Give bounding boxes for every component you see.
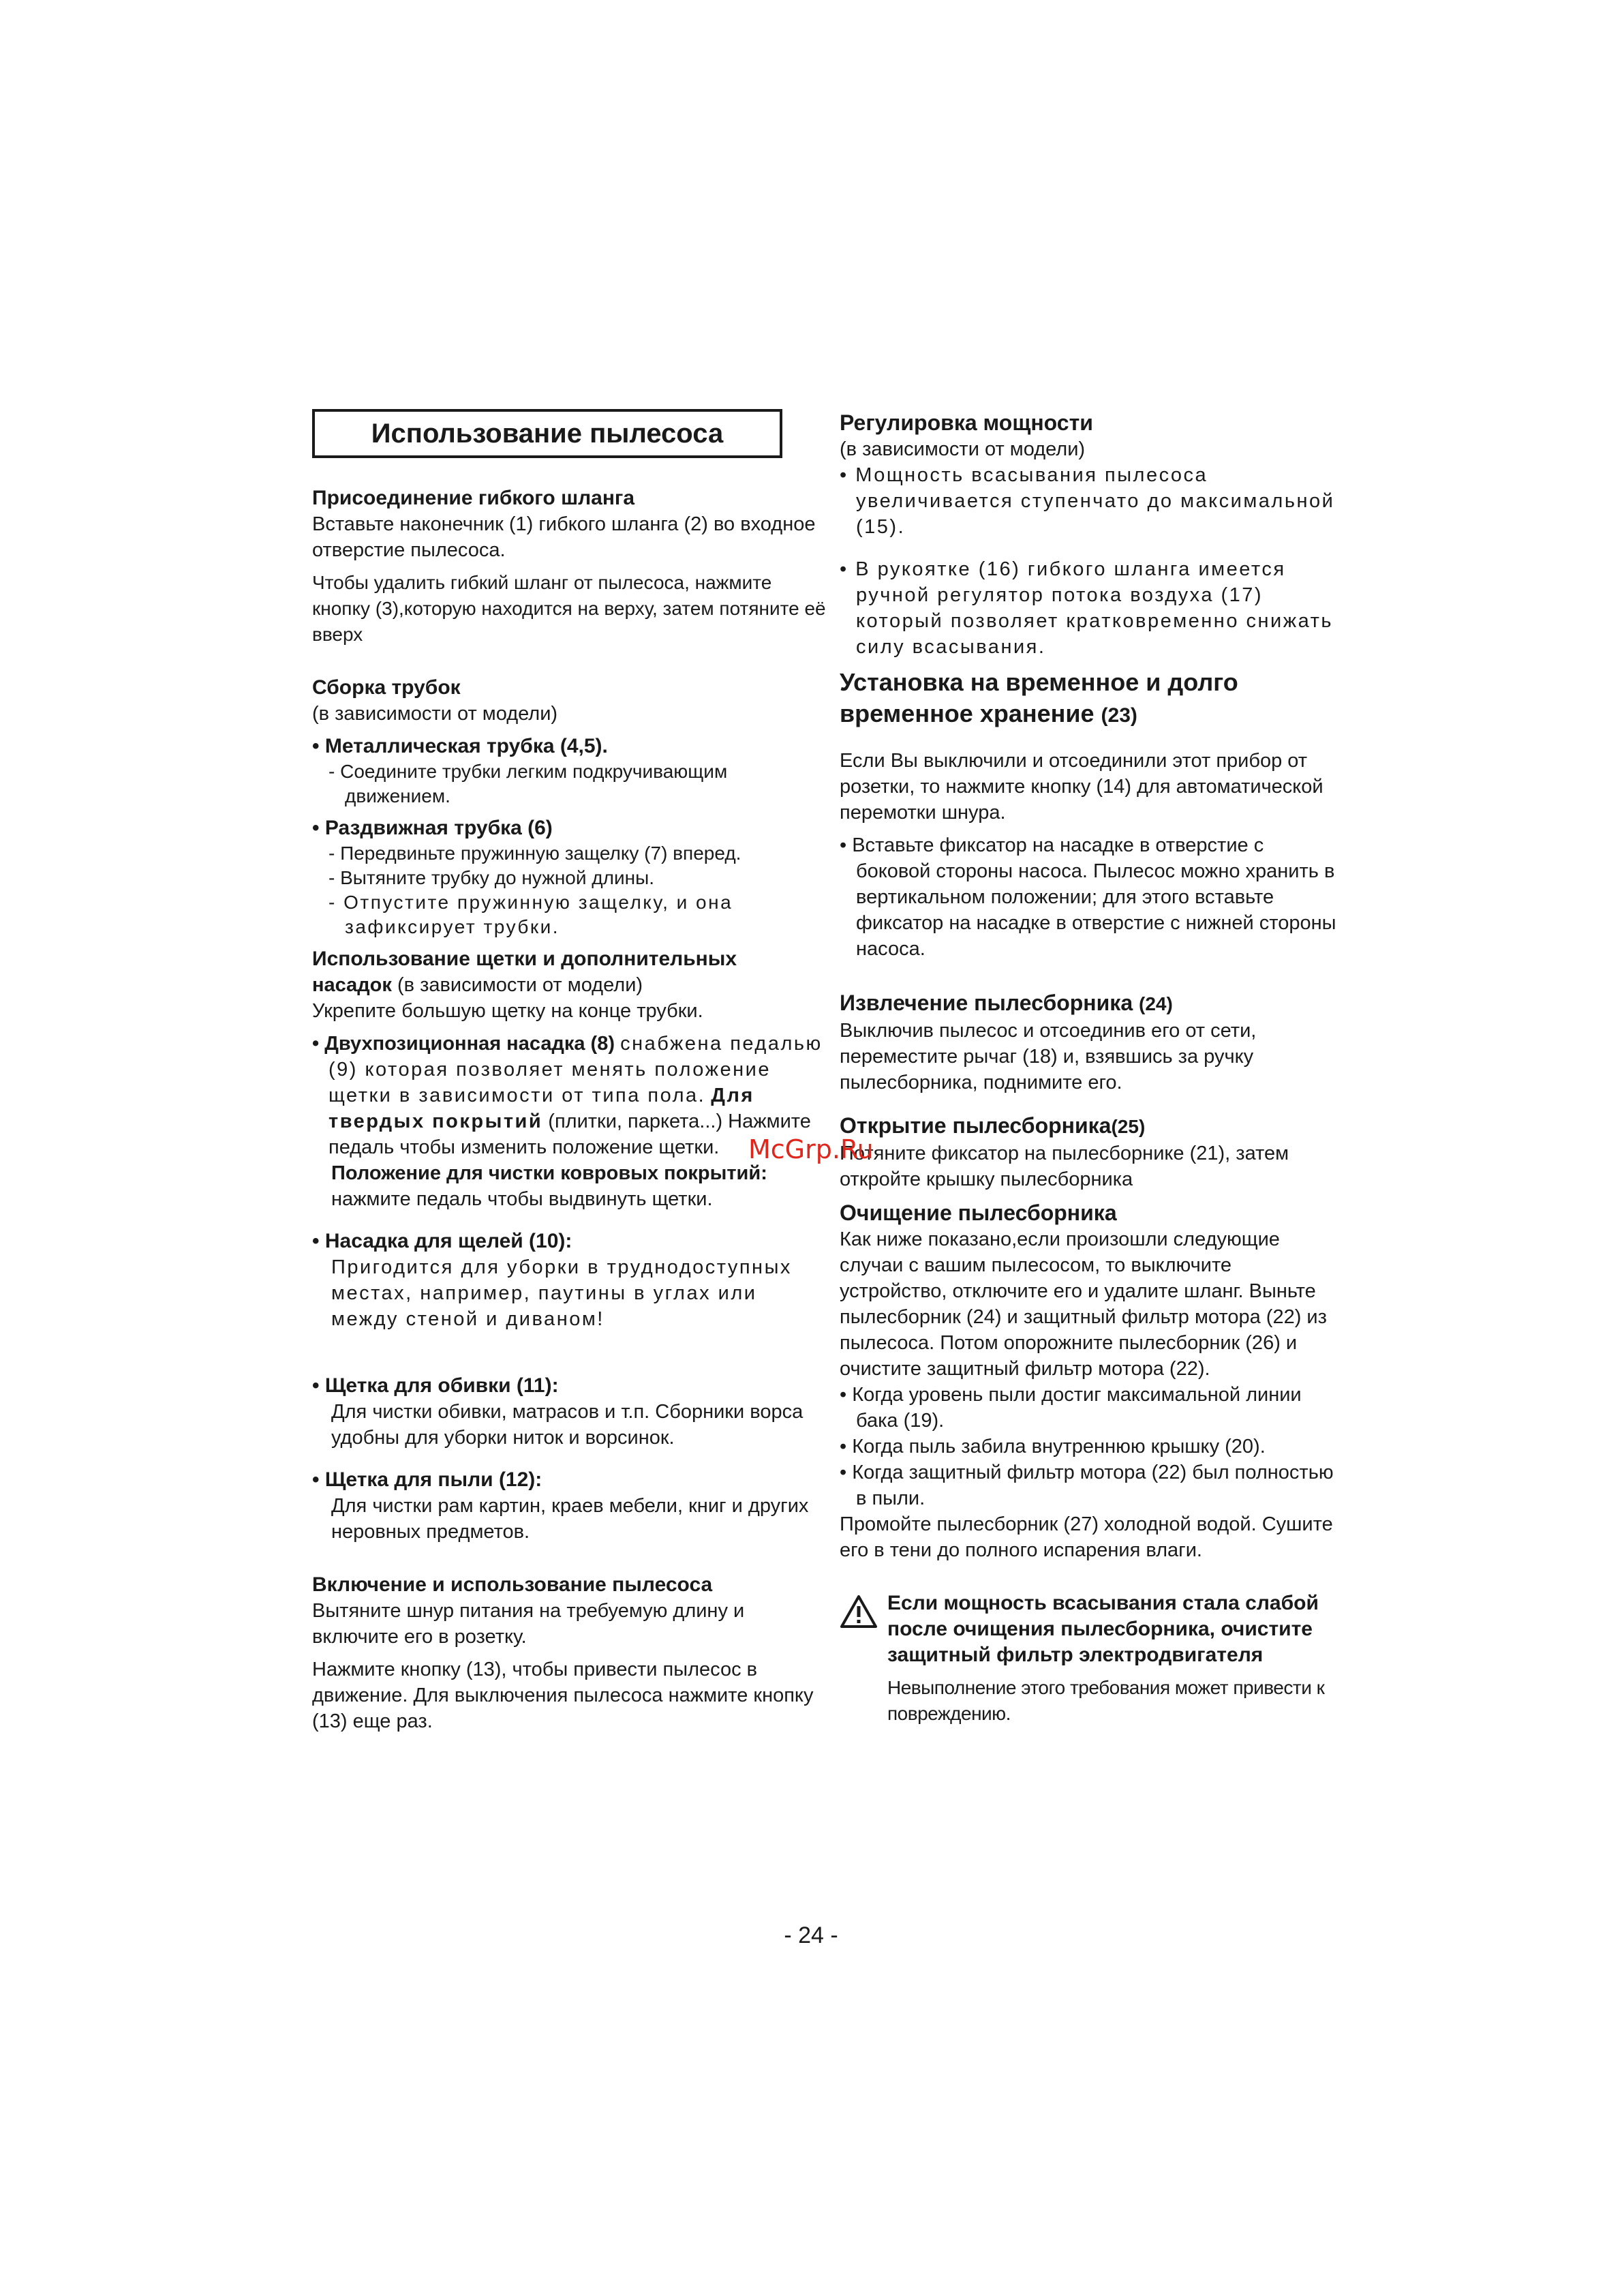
clean-bullet-1: • Когда уровень пыли достиг максимальной линии бака (19). (840, 1384, 1302, 1432)
warning-heading: Если мощность всасывания стала слабой после очищения пылесборника, очистите защитный фильтр электродвигателя (887, 1592, 1319, 1666)
clean-bin-rinse: Промойте пылесборник (27) холодной водой. Сушите его в тени до полного испарения влаги. (840, 1513, 1333, 1561)
watermark: McGrp.Ru (748, 1134, 874, 1164)
carpet-desc: нажмите педаль чтобы выдвинуть щетки. (331, 1188, 713, 1210)
brush-heading-c: (в зависимости от модели) (397, 974, 643, 996)
power-heading: Регулировка мощности (840, 410, 1093, 435)
brush-heading-line (312, 972, 830, 998)
telescopic-tube-item: • Раздвижная трубка (6) (312, 817, 553, 839)
clean-bullet-3: • Когда защитный фильтр мотора (22) был полностью в пыли. (840, 1462, 1334, 1509)
crevice-tool-desc: Пригодится для уборки в труднодоступных местах, например, паутины в углах или между стеной и диваном! (331, 1256, 792, 1330)
hose-removal: Чтобы удалить гибкий шланг от пылесоса, нажмите кнопку (3),которую находится на верху, затем потяните её вверх (312, 572, 826, 645)
power-on-heading: Включение и использование пылесоса (312, 1573, 713, 1596)
clean-bullet-2: • Когда пыль забила внутреннюю крышку (20). (840, 1436, 1266, 1457)
power-on-step-2: Нажмите кнопку (13), чтобы привести пылесос в движение. Для выключения пылесоса нажмите кнопку (13) еще раз. (312, 1659, 814, 1732)
hard-floor-label: Для твердых покрытий (328, 1085, 754, 1132)
warning-text: Невыполнение этого требования может привести к повреждению. (887, 1677, 1325, 1724)
page-title: Использование пылесоса (312, 409, 782, 458)
telescopic-step-2: - Вытяните трубку до нужной длины. (328, 867, 654, 888)
telescopic-step-1: - Передвиньте пружинную защелку (7) вперед. (328, 843, 741, 864)
warning-triangle-icon (840, 1590, 887, 1727)
power-on-step-1: Вытяните шнур питания на требуемую длину и включите его в розетку. (312, 1600, 745, 1648)
hose-heading: Присоединение гибкого шланга (312, 487, 635, 509)
brush-instruction: Укрепите большую щетку на конце трубки. (312, 1000, 703, 1022)
right-column (840, 409, 1341, 1727)
open-bin-heading-b: (25) (1111, 1116, 1146, 1137)
page-number: - 24 - (784, 1922, 838, 1948)
remove-bin-heading (840, 989, 1341, 1018)
crevice-tool-item: • Насадка для щелей (10): (312, 1230, 572, 1252)
tubes-heading: Сборка трубок (312, 676, 461, 699)
clean-bin-instruction: Как ниже показано,если произошли следующие случаи с вашим пылесосом, то выключите устройство, отключите его и удалите шланг. Выньте пылесборник (24) и защитный фильтр мотора (22) из пылесоса. Потом опорожните пылесборник (26) и очистите защитный фильтр мотора (22). (840, 1228, 1327, 1380)
remove-bin-instruction: Выключив пылесос и отсоединив его от сети, переместите рычаг (18) и, взявшись за ручку пылесборника, поднимите его. (840, 1020, 1257, 1093)
hard-floor-desc: (плитки, паркета...) Нажмите педаль чтобы изменить положение щетки. (328, 1111, 811, 1158)
warning-block (840, 1590, 1341, 1727)
power-bullet-1: • Мощность всасывания пылесоса увеличивается ступенчато до максимальной (15). (840, 464, 1335, 538)
upholstery-brush-desc: Для чистки обивки, матрасов и т.п. Сборники ворса удобны для уборки ниток и ворсинок. (331, 1401, 804, 1449)
storage-heading (840, 667, 1341, 731)
upholstery-brush-item: • Щетка для обивки (11): (312, 1374, 559, 1397)
open-bin-instruction: Потяните фиксатор на пылесборнике (21), затем откройте крышку пылесборника (840, 1143, 1289, 1190)
dust-brush-item: • Щетка для пыли (12): (312, 1468, 542, 1491)
brush-heading-b: насадок (312, 974, 392, 996)
remove-bin-heading-b: (24) (1139, 993, 1173, 1014)
open-bin-heading (840, 1112, 1341, 1141)
remove-bin-heading-a: Извлечение пылесборника (840, 991, 1133, 1015)
hose-instruction: Вставьте наконечник (1) гибкого шланга (2) во входное отверстие пылесоса. (312, 513, 816, 561)
metal-tube-item: • Металлическая трубка (4,5). (312, 735, 608, 757)
clean-bin-heading: Очищение пылесборника (840, 1200, 1117, 1225)
dual-nozzle-title: • Двухпозиционная насадка (8) (312, 1033, 615, 1055)
storage-heading-b: (23) (1101, 704, 1137, 727)
carpet-label: Положение для чистки ковровых покрытий: (331, 1162, 767, 1184)
brush-heading-a: Использование щетки и дополнительных (312, 948, 737, 970)
tubes-subheading: (в зависимости от модели) (312, 703, 558, 725)
open-bin-heading-a: Открытие пылесборника (840, 1113, 1112, 1138)
left-column (312, 409, 830, 1734)
power-subheading: (в зависимости от модели) (840, 438, 1086, 460)
storage-instruction: Если Вы выключили и отсоединили этот прибор от розетки, то нажмите кнопку (14) для автоматической перемотки шнура. (840, 750, 1323, 824)
storage-bullet: • Вставьте фиксатор на насадке в отверстие с боковой стороны насоса. Пылесос можно хранить в вертикальном положении; для этого вставьте фиксатор на насадке в отверстие с нижней стороны насоса. (840, 834, 1336, 960)
dust-brush-desc: Для чистки рам картин, краев мебели, книг и других неровных предметов. (331, 1495, 809, 1543)
power-bullet-2: • В рукоятке (16) гибкого шланга имеется ручной регулятор потока воздуха (17) который позволяет кратковременно снижать силу всасывания. (840, 558, 1333, 658)
metal-tube-step: - Соедините трубки легким подкручивающим движением. (328, 761, 728, 806)
telescopic-step-3: - Отпустите пружинную защелку, и она зафиксирует трубки. (328, 892, 733, 937)
dual-nozzle-desc: снабжена педалью (9) которая позволяет менять положение щетки в зависимости от типа пола. (328, 1033, 823, 1106)
storage-heading-a: Установка на временное и долго временное хранение (840, 668, 1238, 727)
